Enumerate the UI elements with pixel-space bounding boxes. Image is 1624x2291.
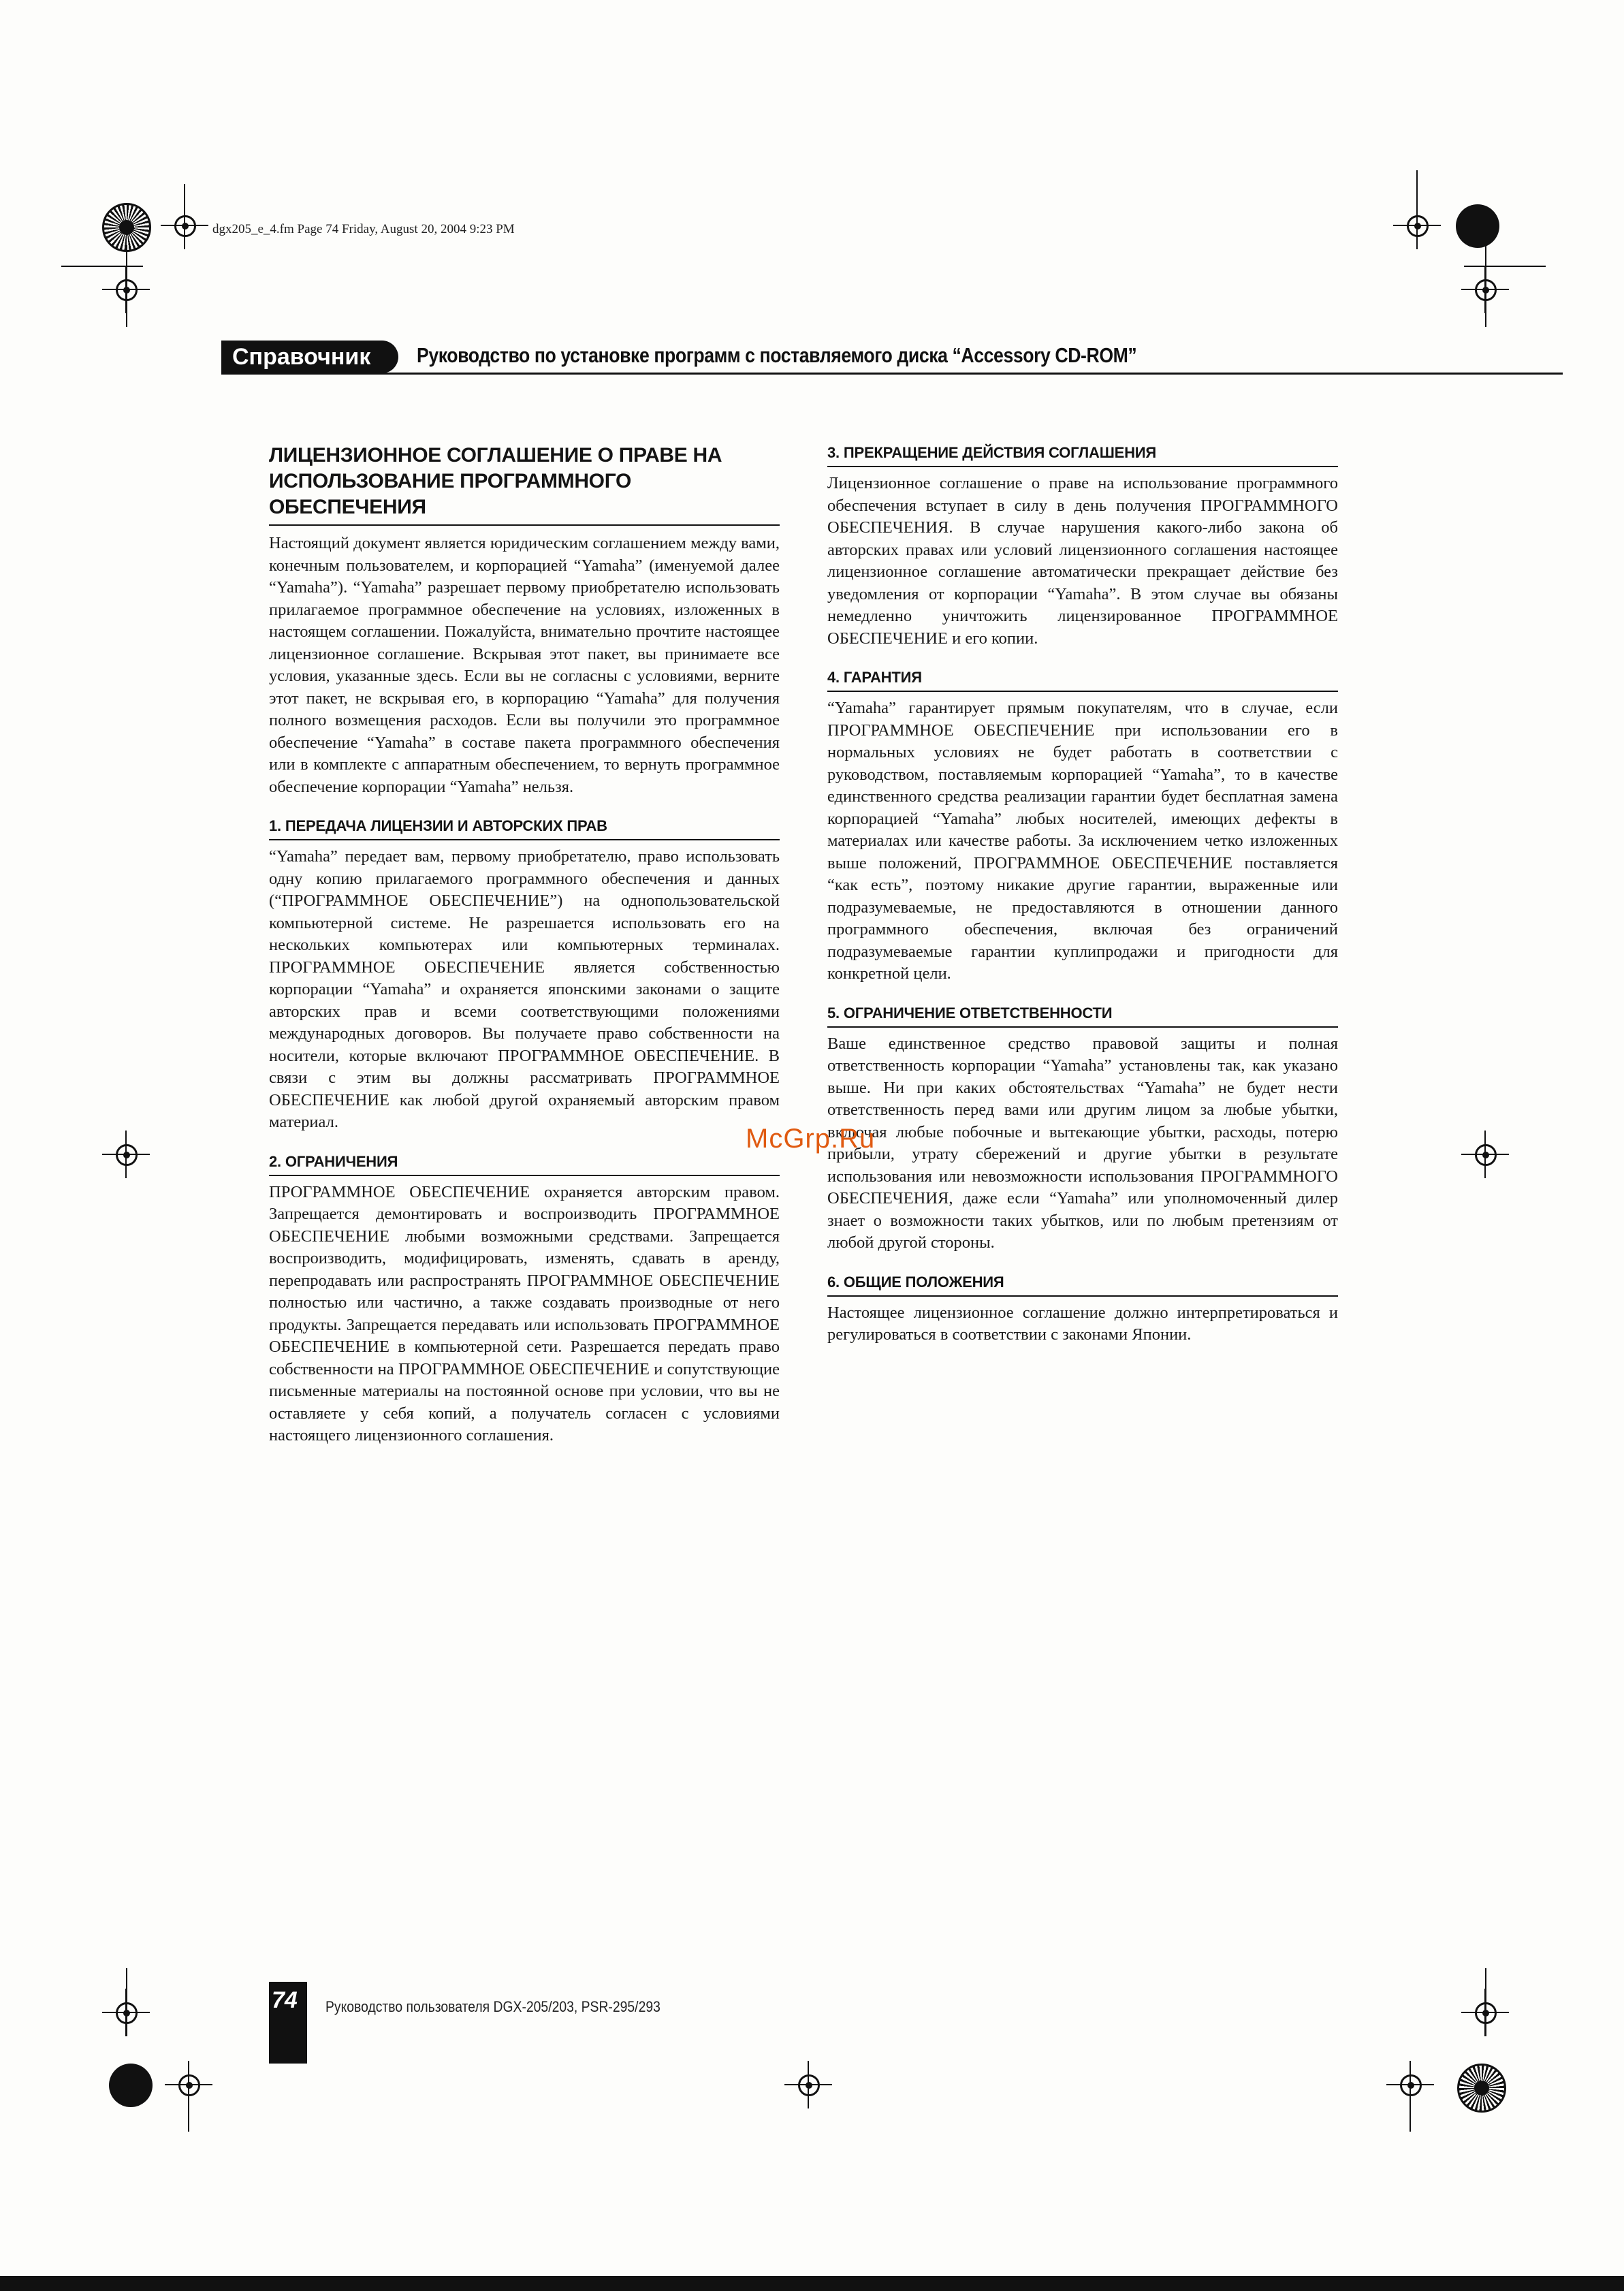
registration-dot-icon (109, 2064, 153, 2107)
section-text: “Yamaha” передает вам, первому приобретателю, право использовать одну копию прилагаемого программного обеспечения и данных (“ПРОГРАММНОЕ ОБЕСПЕЧЕНИЕ”) на однопользовательской компьютерной системе. Не разрешается использовать его на нескольких компьютерах или компьютерных терминалах. ПРОГРАММНОЕ ОБЕСПЕЧЕНИЕ является собственностью корпорации “Yamaha” и охраняется японскими законами о защите авторских прав и всеми соответствующими положениями международных договоров. Вы получаете право собственности на носители, которые включают ПРОГРАММНОЕ ОБЕСПЕЧЕНИЕ. В связи с этим вы должны рассматривать ПРОГРАММНОЕ ОБЕСПЕЧЕНИЕ как любой другой охраняемый авторским правом материал. (269, 847, 780, 1131)
page-title: Руководство по установке программ с поставляемого диска “Accessory CD-ROM” (417, 343, 1137, 367)
crop-line (184, 184, 185, 238)
registration-dot-icon (1456, 204, 1499, 248)
footer-manual-title: Руководство пользователя DGX-205/203, PSR-295/293 (325, 1998, 660, 2015)
section-heading: 6. ОБЩИЕ ПОЛОЖЕНИЯ (827, 1272, 1338, 1297)
right-column (827, 443, 1338, 1346)
crop-line (61, 266, 143, 267)
agreement-heading (269, 443, 780, 526)
watermark: McGrp.Ru (746, 1124, 876, 1154)
page-number: 74 (272, 1987, 298, 2013)
crop-line (1416, 170, 1418, 238)
section-heading: 3. ПРЕКРАЩЕНИЕ ДЕЙСТВИЯ СОГЛАШЕНИЯ (827, 443, 1338, 467)
scan-edge-bar (0, 2276, 1624, 2291)
registration-starburst-icon (1457, 2064, 1506, 2113)
section-text: Настоящее лицензионное соглашение должно интерпретироваться и регулироваться в соответствии с законами Японии. (827, 1303, 1338, 1344)
section-heading: 1. ПЕРЕДАЧА ЛИЦЕНЗИИ И АВТОРСКИХ ПРАВ (269, 816, 780, 840)
crop-line (188, 2064, 189, 2132)
crop-line (126, 1968, 127, 2036)
header-rule (221, 373, 1563, 375)
crop-mark-icon (102, 1131, 150, 1178)
file-info-slug: dgx205_e_4.fm Page 74 Friday, August 20, 2004 9:23 PM (212, 222, 515, 236)
agreement-intro: Настоящий документ является юридическим соглашением между вами, конечным пользователем, и корпорацией “Yamaha” (именуемой далее “Yamaha”). “Yamaha” разрешает первому приобретателю использовать прилагаемое программное обеспечение на условиях, изложенных в настоящем соглашении. Пожалуйста, внимательно прочтите настоящее лицензионное соглашение. Вскрывая этот пакет, вы принимаете все условия, указанные здесь. Если вы не согласны с условиями, верните этот пакет, не вскрывая его, в корпорацию “Yamaha” для получения полного возмещения расходов. Если вы получили это программное обеспечение “Yamaha” в составе пакета программного обеспечения или в комплекте с аппаратным обеспечением, то вернуть программное обеспечение корпорации “Yamaha” нельзя. (269, 534, 780, 796)
section-tab: Справочник (221, 341, 398, 373)
section-text: “Yamaha” гарантирует прямым покупателям, что в случае, если ПРОГРАММНОЕ ОБЕСПЕЧЕНИЕ при использовании его в нормальных условиях не будет работать в соответствии с руководством, поставляемым корпорацией “Yamaha”, то в качестве единственного средства реализации гарантии будет бесплатная замена корпорацией “Yamaha” любых носителей, имеющих дефекты в материалах или качестве работы. За исключением четко изложенных выше положений, ПРОГРАММНОЕ ОБЕСПЕЧЕНИЕ поставляется “как есть”, поэтому никакие другие гарантии, выраженные или подразумеваемые, не предоставляются в отношении данного программного обеспечения, включая без ограничений подразумеваемые гарантии куплипродажи и пригодности для конкретной цели. (827, 699, 1338, 983)
crop-line (1485, 1968, 1486, 2036)
section-heading: 2. ОГРАНИЧЕНИЯ (269, 1152, 780, 1176)
section-text: ПРОГРАММНОЕ ОБЕСПЕЧЕНИЕ охраняется авторским правом. Запрещается демонтировать и воспроизводить ПРОГРАММНОЕ ОБЕСПЕЧЕНИЕ любыми возможными средствами. Запрещается воспроизводить, модифицировать, изменять, сдавать в аренду, перепродавать или распространять ПРОГРАММНОЕ ОБЕСПЕЧЕНИЕ полностью или частично, а также создавать производные от него продукты. Запрещается передавать или использовать ПРОГРАММНОЕ ОБЕСПЕЧЕНИЕ в компьютерной сети. Разрешается передать право собственности на ПРОГРАММНОЕ ОБЕСПЕЧЕНИЕ и сопутствующие письменные материалы на постоянной основе при условии, что вы не оставляете у себя копий, а получатель согласен с условиями настоящего лицензионного соглашения. (269, 1182, 780, 1444)
section-text: Лицензионное соглашение о праве на использование программного обеспечения вступает в силу в день получения ПРОГРАММНОГО ОБЕСПЕЧЕНИЯ. В случае нарушения какого-либо закона об авторских правах или условий лицензионного соглашения настоящее лицензионное соглашение автоматически прекращает действие без уведомления от корпорации “Yamaha”. В этом случае вы обязаны немедленно уничтожить лицензированное ПРОГРАММНОЕ ОБЕСПЕЧЕНИЕ и его копии. (827, 474, 1338, 648)
section-heading: 4. ГАРАНТИЯ (827, 667, 1338, 692)
crop-mark-icon (1461, 1131, 1509, 1178)
agreement-heading-line: ЛИЦЕНЗИОННОЕ СОГЛАШЕНИЕ О ПРАВЕ НА (269, 444, 722, 467)
crop-line (1485, 245, 1486, 327)
crop-line (126, 245, 127, 327)
section-text: Ваше единственное средство правовой защиты и полная ответственность корпорации “Yamaha” установлены так, как указано выше. Ни при каких обстоятельствах “Yamaha” не будет нести ответственность перед вами или другим лицом за любые убытки, включая любые побочные и вытекающие убытки, расходы, потерю прибыли, утрату сбережений и другие убытки в результате использования или невозможности использования ПРОГРАММНОГО ОБЕСПЕЧЕНИЯ, даже если “Yamaha” или уполномоченный дилер знает о возможности таких убытков, или по любым претензиям от любой другой стороны. (827, 1034, 1338, 1252)
section-heading: 5. ОГРАНИЧЕНИЕ ОТВЕТСТВЕННОСТИ (827, 1003, 1338, 1028)
crop-line (1410, 2064, 1411, 2132)
left-column (269, 443, 780, 1447)
crop-line (1464, 266, 1546, 267)
crop-mark-icon (784, 2061, 832, 2108)
agreement-heading-line: ИСПОЛЬЗОВАНИЕ ПРОГРАММНОГО ОБЕСПЕЧЕНИЯ (269, 470, 632, 518)
